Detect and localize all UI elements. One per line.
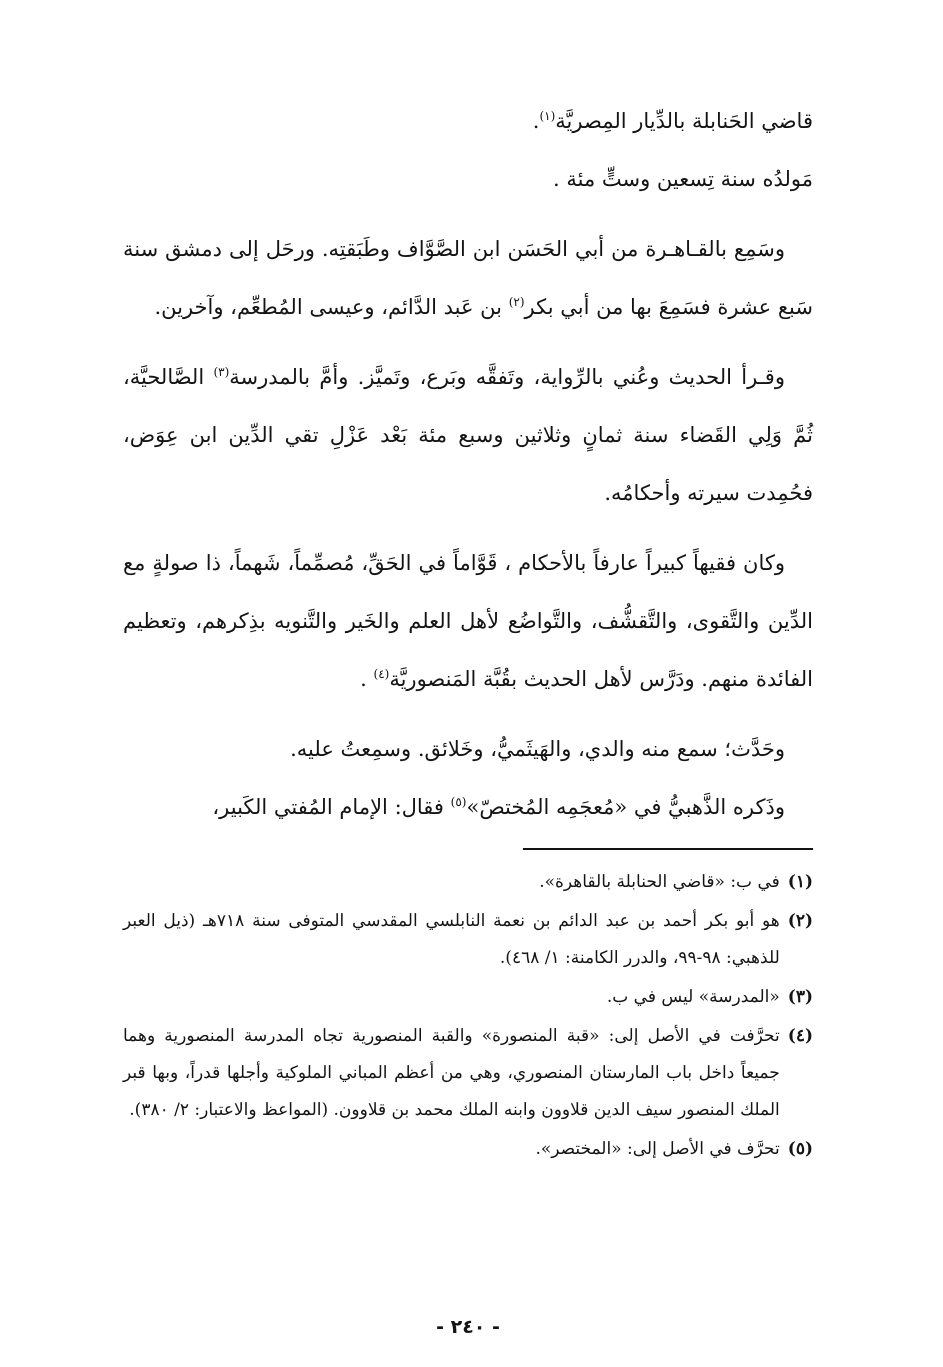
footnote-number: (٥) [787, 1139, 813, 1159]
studies-text-a: وسَمِع بالقـاهـرة من أبي الحَسَن ابن الصَّوَّاف وطَبَقتِه. ورحَل إلى دمشق سنة سَبع عشرة فسَمِعَ بها من أبي بكر [123, 237, 813, 319]
paragraph-narration [123, 720, 813, 778]
character-text-a: وكان فقيهاً كبيراً عارفاً بالأحكام ، قَوَّاماً في الحَقِّ، مُصمِّماً، شَهماً، ذا صولةٍ مع الدِّين والتَّقوى، والتَّقشُّف، والتَّواضُع لأهل العلم والخَير والتَّنويه بذِكرهم، وتعظيم الفائدة منهم. ودَرَّس لأهل الحديث بقُبَّة المَنصوريَّة [123, 551, 813, 691]
book-page [123, 92, 813, 1352]
career-text-a: وقـرأ الحديث وعُني بالرِّواية، وتَفقَّه وبَرع، وتَميَّز. وأمَّ بالمدرسة [229, 365, 785, 389]
paragraph-career [123, 348, 813, 522]
dhahabi-text-a: وذَكره الذَّهبيُّ في «مُعجَمِه المُختصّ» [466, 795, 785, 819]
career-text-b: الصَّالحيَّة، ثُمَّ وَلِي القَضاء سنة ثمانٍ وثلاثين وسبع مئة بَعْد عَزْلِ تقي الدِّين ابن عِوَض، فحُمِدت سيرته وأحكامُه. [123, 365, 813, 505]
narration-text: وحَدَّث؛ سمع منه والدي، والهَيثَميُّ، وخَلائق. وسمِعتُ عليه. [290, 737, 785, 761]
studies-text-b: بن عَبد الدَّائم، وعيسى المُطعِّم، وآخرين. [154, 295, 509, 319]
footnote-ref-2[interactable]: (٢) [508, 295, 525, 309]
footnote-number: (١) [787, 872, 813, 892]
footnote-1 [123, 864, 813, 901]
paragraph-birth [123, 150, 813, 208]
footnote-3 [123, 979, 813, 1016]
footnote-ref-4[interactable]: (٤) [373, 667, 390, 681]
footnote-ref-3[interactable]: (٣) [213, 365, 230, 379]
footnote-5 [123, 1131, 813, 1168]
main-text [123, 92, 813, 836]
paragraph-dhahabi [123, 778, 813, 836]
footnote-text: تحرَّف في الأصل إلى: «المختصر». [535, 1139, 780, 1159]
page-number: - ٢٤٠ - [436, 1316, 500, 1338]
footnote-divider [523, 848, 813, 850]
footnote-text: «المدرسة» ليس في ب. [606, 987, 780, 1007]
footnote-ref-5[interactable]: (٥) [450, 795, 467, 809]
footnote-text: هو أبو بكر أحمد بن عبد الدائم بن نعمة النابلسي المقدسي المتوفى سنة ٧١٨هـ (ذيل العبر للذهبي: ٩٨-٩٩، والدرر الكامنة: ١/ ٤٦٨). [123, 911, 780, 968]
footnotes-section [123, 864, 813, 1170]
footnote-ref-1[interactable]: (١) [539, 109, 556, 123]
paragraph-studies [123, 220, 813, 336]
footnote-number: (٤) [787, 1026, 813, 1046]
footnote-number: (٣) [787, 987, 813, 1007]
footnote-text: تحرَّفت في الأصل إلى: «قبة المنصورة» والقبة المنصورية تجاه المدرسة المنصورية وهما جميعاً داخل باب المارستان المنصوري، وهي من أعظم المباني الملوكية وأجلها قدراً، وبها قبر الملك المنصور سيف الدين قلاوون وابنه الملك محمد بن قلاوون. (المواعظ والاعتبار: ٢/ ٣٨٠). [123, 1026, 780, 1120]
title-line-end: . [532, 109, 540, 133]
footnote-number: (٢) [787, 911, 813, 931]
footnote-4 [123, 1018, 813, 1129]
birth-text: مَولدُه سنة تِسعين وستٍّ مئة . [553, 167, 813, 191]
footnote-2 [123, 903, 813, 977]
footnote-text: في ب: «قاضي الحنابلة بالقاهرة». [539, 872, 780, 892]
paragraph-title-line [123, 92, 813, 150]
title-line-text: قاضي الحَنابلة بالدِّيار المِصريَّة [555, 109, 813, 133]
character-text-b: . [360, 667, 374, 691]
dhahabi-text-b: فقال: الإمام المُفتي الكَبير، [212, 795, 451, 819]
paragraph-character [123, 534, 813, 708]
